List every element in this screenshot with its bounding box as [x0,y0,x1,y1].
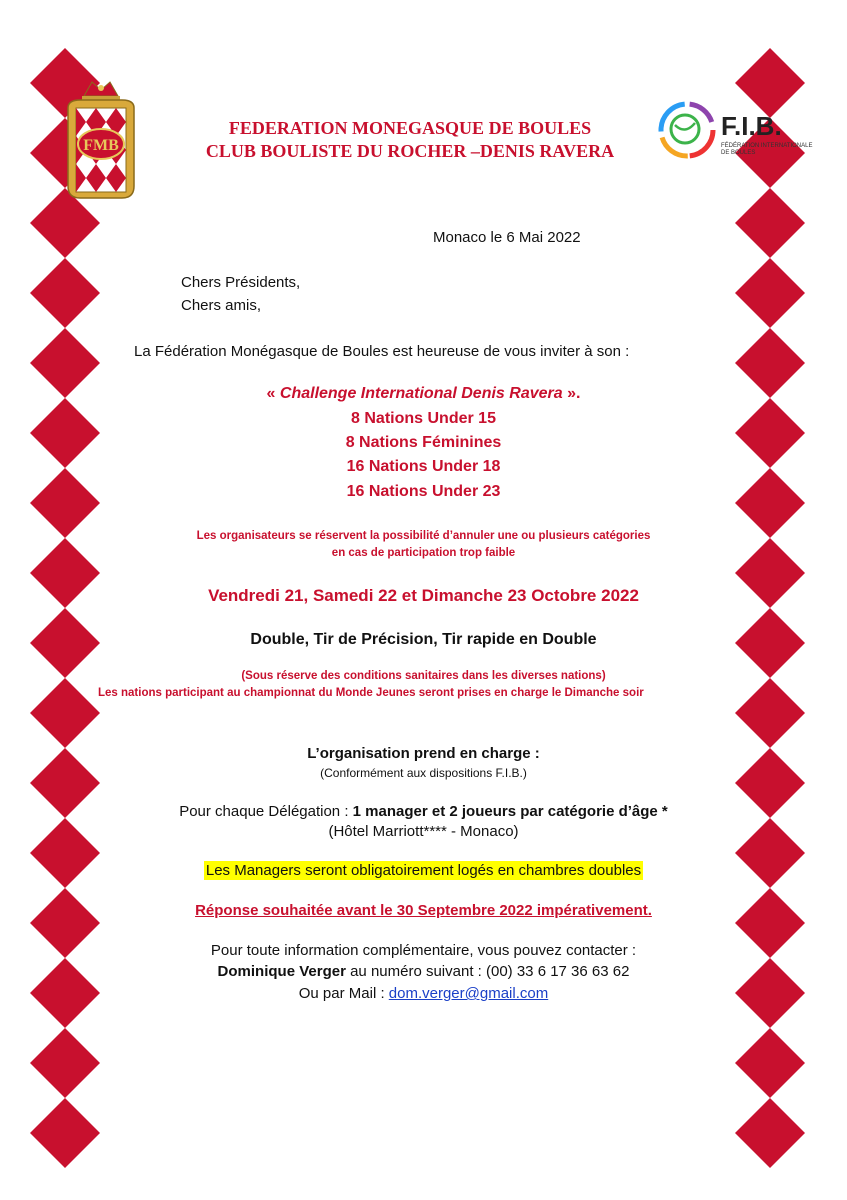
category-feminines: 8 Nations Féminines [345,434,502,451]
fmb-logo-text: FMB [83,137,119,154]
header-club: CLUB BOULISTE DU ROCHER –DENIS RAVERA [205,141,615,161]
organisation-title: L’organisation prend en charge : [307,745,540,762]
fib-logo-subtitle-1: FÉDÉRATION INTERNATIONALE [721,143,813,149]
delegation-line [0,803,847,820]
event-disciplines: Double, Tir de Précision, Tir rapide en Double [250,631,597,648]
border-diamond [30,678,100,748]
sanitary-notice: (Sous réserve des conditions sanitaires dans les diverses nations) [241,670,606,682]
response-deadline: Réponse souhaitée avant le 30 Septembre 2022 impérativement. [195,902,652,919]
category-under23: 16 Nations Under 23 [346,483,501,500]
contact-intro: Pour toute information complémentaire, vous pouvez contacter : [210,942,637,959]
organisation-subtitle: (Conformément aux dispositions F.I.B.) [320,766,527,780]
reserve-notice-2: en cas de participation trop faible [331,547,516,559]
contact-mail-line [0,985,847,1002]
greeting-friends: Chers amis, [181,297,262,314]
border-diamond [735,468,805,538]
delegation-details: 1 manager et 2 joueurs par catégorie d’âge * [352,803,668,820]
border-diamond [30,1028,100,1098]
challenge-name: Challenge International Denis Ravera [279,385,563,402]
contact-phone: au numéro suivant : (00) 33 6 17 36 63 62 [345,963,630,980]
category-under18: 16 Nations Under 18 [346,458,501,475]
world-championship-notice: Les nations participant au championnat du Monde Jeunes seront prises en charge le Dimanche soir [98,687,644,699]
managers-line [0,862,847,879]
border-diamond [735,1098,805,1168]
challenge-title [0,385,847,403]
border-diamond [30,1098,100,1168]
greeting-presidents: Chers Présidents, [181,274,301,291]
reserve-notice-1: Les organisateurs se réservent la possibilité d’annuler une ou plusieurs catégories [196,530,651,542]
managers-notice: Les Managers seront obligatoirement logés en chambres doubles [205,862,642,879]
contact-phone-line [0,963,847,980]
contact-mail-prefix: Ou par Mail : [298,985,389,1002]
contact-email-link[interactable]: dom.verger@gmail.com [388,985,549,1002]
letter-date: Monaco le 6 Mai 2022 [433,229,581,246]
border-diamond [735,188,805,258]
border-diamond [735,678,805,748]
fib-logo-text: F.I.B. [721,111,782,141]
border-diamond [735,1028,805,1098]
delegation-prefix: Pour chaque Délégation : [179,803,353,820]
fmb-logo [62,78,140,206]
challenge-quote-open: « [266,385,280,402]
challenge-quote-close: ». [562,385,581,402]
border-diamond [30,468,100,538]
fib-logo-subtitle-2: DE BOULES [721,150,756,156]
hotel-info: (Hôtel Marriott**** - Monaco) [328,823,519,840]
event-dates: Vendredi 21, Samedi 22 et Dimanche 23 Octobre 2022 [208,586,639,605]
fib-logo [655,95,825,165]
header-federation: FEDERATION MONEGASQUE DE BOULES [228,118,592,138]
border-diamond [735,258,805,328]
border-diamond [30,258,100,328]
contact-name: Dominique Verger [217,963,346,980]
intro-text: La Fédération Monégasque de Boules est heureuse de vous inviter à son : [134,343,630,360]
category-under15: 8 Nations Under 15 [351,410,496,427]
